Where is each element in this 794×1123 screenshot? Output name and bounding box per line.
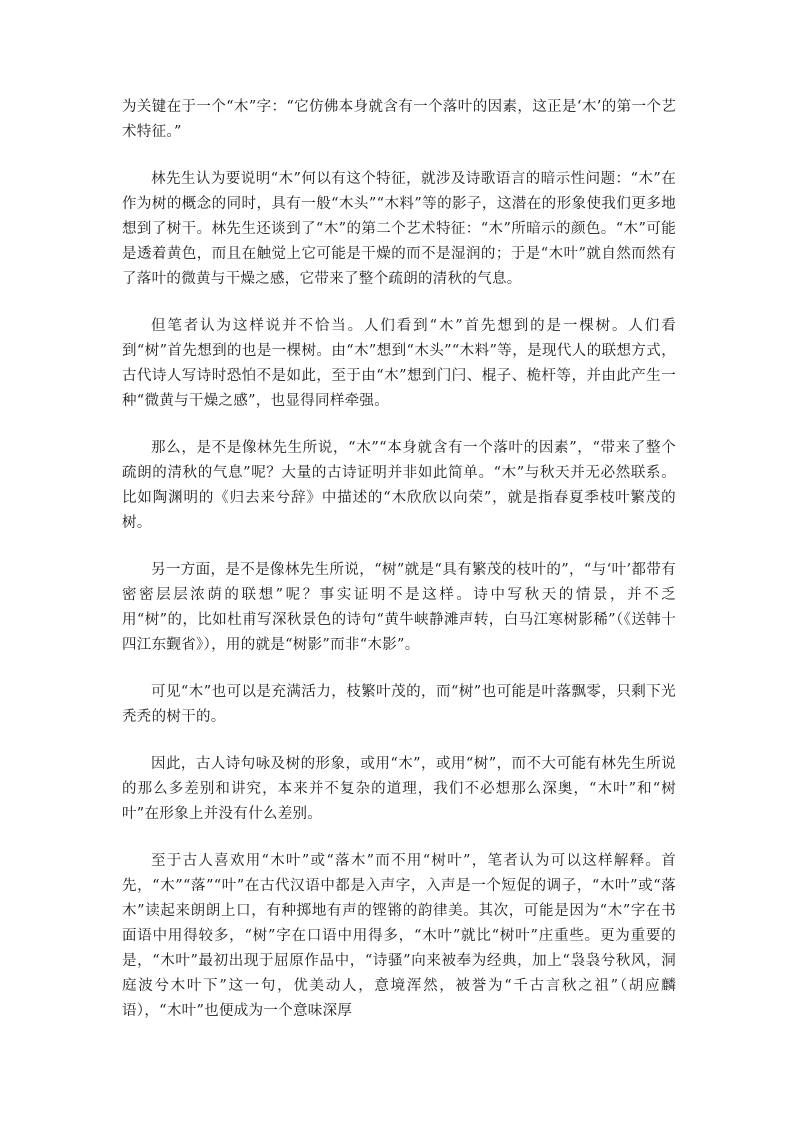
paragraph-8: 至于古人喜欢用“木叶”或“落木”而不用“树叶”，笔者认为可以这样解释。首先，“木”“落”“叶”在古代汉语中都是入声字，入声是一个短促的调子，“木叶”或“落木”读起来朗朗上口，有种掷地有声的铿锵的韵律美。其次，可能是因为“木”字在书面语中用得较多，“树”字在口语中用得多，“木叶”就比“树叶”庄重些。更为重要的是，“木叶”最初出现于屈原作品中，“诗骚”向来被奉为经典，加上“袅袅兮秋风，洞庭波兮木叶下”这一句，优美动人，意境浑然，被誉为“千古言秋之祖”（胡应麟语），“木叶”也便成为一个意味深厚 (122, 853, 676, 1019)
paragraph-1: 为关键在于一个“木”字：“它仿佛本身就含有一个落叶的因素，这正是‘木’的第一个艺术特征。” (122, 99, 676, 140)
paragraph-2: 林先生认为要说明“木”何以有这个特征，就涉及诗歌语言的暗示性问题：“木”在作为树的概念的同时，具有一般“木头”“木料”等的影子，这潜在的形象使我们更多地想到了树干。林先生还谈到了“木”的第二个艺术特征：“木”所暗示的颜色。“木”可能是透着黄色，而且在触觉上它可能是干燥的而不是湿润的；于是“木叶”就自然而然有了落叶的微黄与干燥之感，它带来了整个疏朗的清秋的气息。 (122, 171, 676, 287)
paragraph-3: 但笔者认为这样说并不恰当。人们看到“木”首先想到的是一棵树。人们看到“树”首先想到的也是一棵树。由“木”想到“木头”“木料”等，是现代人的联想方式，古代诗人写诗时恐怕不是如此，至于由“木”想到门闩、棍子、桅杆等，并由此产生一种“微黄与干燥之感”，也显得同样牵强。 (122, 318, 676, 409)
article-body (122, 95, 676, 1046)
paragraph-6: 可见“木”也可以是充满活力，枝繁叶茂的，而“树”也可能是叶落飘零，只剩下光秃秃的树干的。 (122, 684, 676, 725)
paragraph-5: 另一方面，是不是像林先生所说，“树”就是“具有繁茂的枝叶的”，“与‘叶’都带有密密层层浓荫的联想”呢？事实证明不是这样。诗中写秋天的情景，并不乏用“树”的，比如杜甫写深秋景色的诗句“黄牛峡静滩声转，白马江寒树影稀”（《送韩十四江东觐省》），用的就是“树影”而非“木影”。 (122, 562, 676, 653)
paragraph-7: 因此，古人诗句咏及树的形象，或用“木”，或用“树”，而不大可能有林先生所说的那么多差别和讲究，本来并不复杂的道理，我们不必想那么深奥，“木叶”和“树叶”在形象上并没有什么差别。 (122, 756, 676, 822)
paragraph-4: 那么，是不是像林先生所说，“木”“本身就含有一个落叶的因素”，“带来了整个疏朗的清秋的气息”呢？大量的古诗证明并非如此简单。“木”与秋天并无必然联系。比如陶渊明的《归去来兮辞》中描述的“木欣欣以向荣”，就是指春夏季枝叶繁茂的树。 (122, 440, 676, 531)
